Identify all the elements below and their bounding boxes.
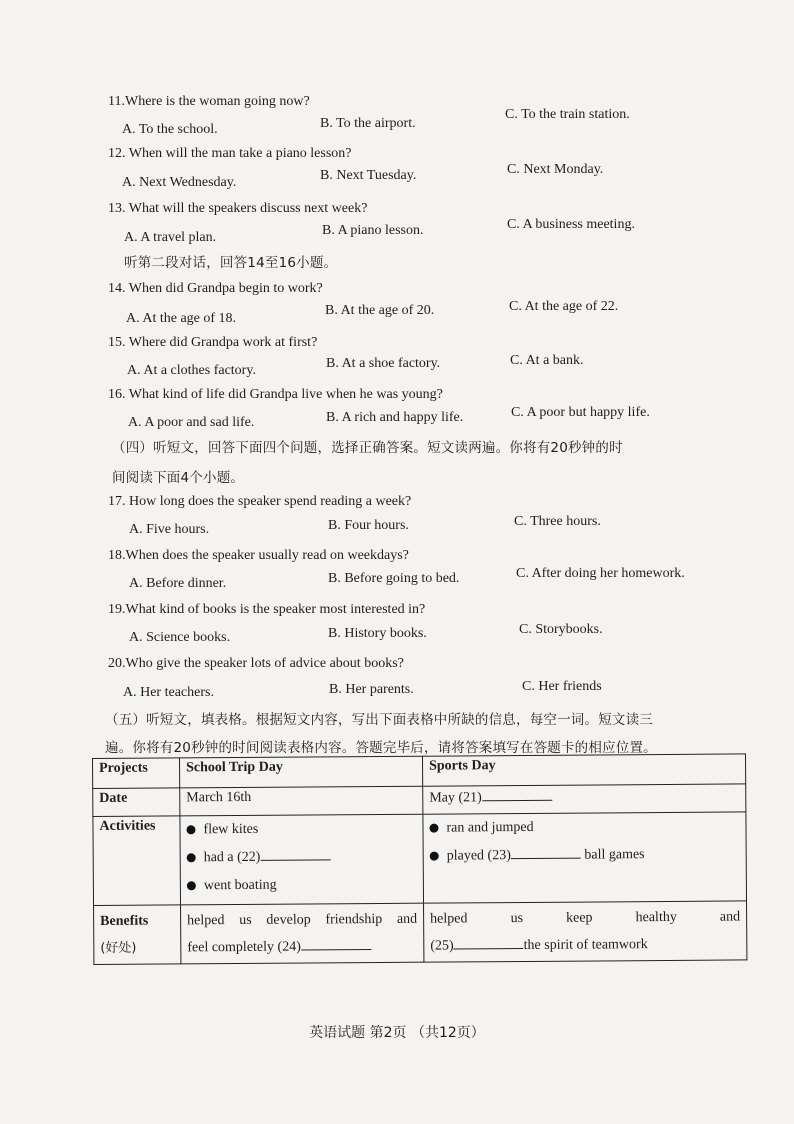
- option-16a: A. A poor and sad life.: [128, 415, 255, 430]
- option-11b: B. To the airport.: [320, 116, 416, 131]
- question-13: 13. What will the speakers discuss next week?: [108, 201, 368, 216]
- sports-benefit-line1: helped us keep healthy and: [430, 909, 741, 927]
- section4-instructions-line2: 间阅读下面4个小题。: [112, 470, 245, 486]
- blank-25: [454, 936, 524, 949]
- row-label-activities: Activities: [93, 816, 181, 906]
- section4-instructions-line1: （四）听短文，回答下面四个问题，选择正确答案。短文读两遍。你将有20秒钟的时: [112, 440, 623, 456]
- blank-23: [511, 846, 581, 859]
- sports-date: May (21): [429, 790, 482, 806]
- option-11a: A. To the school.: [122, 122, 218, 137]
- question-16: 16. What kind of life did Grandpa live when he was young?: [108, 387, 443, 402]
- option-14b: B. At the age of 20.: [325, 303, 435, 318]
- blank-21: [482, 788, 552, 801]
- question-20: 20.Who give the speaker lots of advice about books?: [108, 656, 404, 671]
- option-16c: C. A poor but happy life.: [511, 405, 650, 420]
- option-14a: A. At the age of 18.: [126, 311, 237, 326]
- school-activities-cell: [180, 814, 424, 905]
- option-20b: B. Her parents.: [329, 682, 414, 697]
- option-16b: B. A rich and happy life.: [326, 410, 464, 425]
- section5-instructions-line2: 遍。你将有20秒钟的时间阅读表格内容。答题完毕后，请将答案填写在答题卡的相应位置。: [105, 740, 657, 756]
- benefits-label-cn: (好处): [100, 940, 137, 956]
- option-13c: C. A business meeting.: [507, 217, 635, 232]
- option-17a: A. Five hours.: [129, 522, 210, 537]
- benefits-label: Benefits: [100, 913, 149, 929]
- option-19c: C. Storybooks.: [519, 622, 603, 637]
- option-12c: C. Next Monday.: [507, 162, 604, 177]
- question-12: 12. When will the man take a piano lesson?: [108, 146, 352, 161]
- sports-benefits-cell: [424, 901, 747, 962]
- header-school-trip-day: School Trip Day: [180, 756, 423, 788]
- bullet-icon: [186, 826, 195, 835]
- sports-activities-cell: [423, 812, 747, 903]
- option-14c: C. At the age of 22.: [509, 299, 619, 314]
- row-label-date: Date: [93, 788, 180, 817]
- option-15c: C. At a bank.: [510, 353, 584, 368]
- option-12a: A. Next Wednesday.: [122, 175, 237, 190]
- header-projects: Projects: [93, 758, 180, 789]
- option-18b: B. Before going to bed.: [328, 571, 460, 586]
- bullet-icon: [429, 824, 438, 833]
- option-13b: B. A piano lesson.: [322, 223, 424, 238]
- blank-24: [301, 937, 371, 950]
- school-activity-3: went boating: [187, 873, 417, 903]
- option-17c: C. Three hours.: [514, 514, 601, 529]
- row-label-benefits: [94, 905, 181, 965]
- question-14: 14. When did Grandpa begin to work?: [108, 281, 323, 296]
- sports-activity-2: played (23) ball games: [430, 842, 740, 872]
- option-18a: A. Before dinner.: [129, 576, 227, 591]
- sports-date-cell: [423, 784, 746, 814]
- school-activity-2: had a (22): [187, 845, 417, 875]
- sports-benefit-line2: (25) the spirit of teamwork: [430, 937, 648, 954]
- school-activity-1: flew kites: [186, 817, 416, 847]
- bullet-icon: [187, 882, 196, 891]
- option-19b: B. History books.: [328, 626, 427, 641]
- question-19: 19.What kind of books is the speaker most interested in?: [108, 602, 426, 617]
- school-date: March 16th: [180, 786, 423, 816]
- question-18: 18.When does the speaker usually read on weekdays?: [108, 548, 409, 563]
- bullet-icon: [187, 854, 196, 863]
- page-footer: 英语试题 第2页 （共12页）: [309, 1025, 485, 1041]
- sports-activity-1: ran and jumped: [429, 814, 739, 844]
- option-13a: A. A travel plan.: [124, 230, 217, 245]
- question-17: 17. How long does the speaker spend reading a week?: [108, 494, 412, 509]
- option-17b: B. Four hours.: [328, 518, 409, 533]
- bullet-icon: [430, 852, 439, 861]
- question-11: 11.Where is the woman going now?: [108, 94, 310, 109]
- section5-instructions-line1: （五）听短文，填表格。根据短文内容，写出下面表格中所缺的信息，每空一词。短文读三: [105, 712, 653, 728]
- option-15b: B. At a shoe factory.: [326, 356, 441, 371]
- school-benefit-line2: feel completely (24): [187, 934, 417, 962]
- blank-22: [260, 847, 330, 860]
- section2-note: 听第二段对话，回答14至16小题。: [124, 255, 338, 271]
- option-12b: B. Next Tuesday.: [320, 168, 417, 183]
- option-19a: A. Science books.: [129, 630, 231, 645]
- option-18c: C. After doing her homework.: [516, 566, 685, 581]
- option-11c: C. To the train station.: [505, 107, 630, 122]
- option-20a: A. Her teachers.: [123, 685, 214, 700]
- school-benefit-line1: helped us develop friendship and: [187, 911, 418, 929]
- header-sports-day: Sports Day: [422, 754, 745, 786]
- school-benefits-cell: [181, 903, 424, 964]
- option-15a: A. At a clothes factory.: [127, 363, 256, 378]
- fill-in-table: [92, 753, 747, 965]
- option-20c: C. Her friends: [522, 679, 602, 694]
- question-15: 15. Where did Grandpa work at first?: [108, 335, 318, 350]
